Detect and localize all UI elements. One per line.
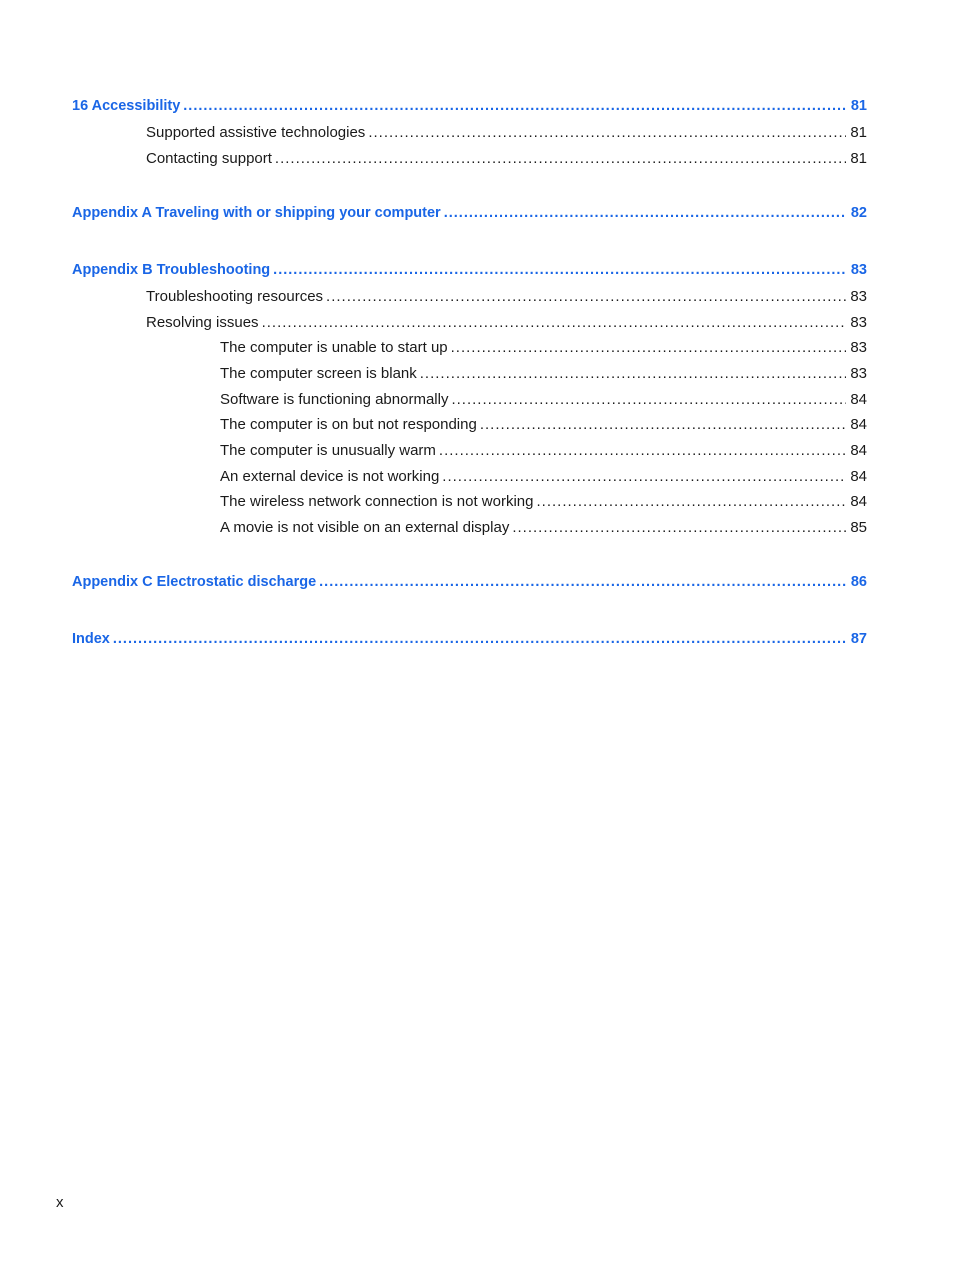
dot-leader xyxy=(451,338,847,358)
toc-entry-title: The computer is unable to start up xyxy=(220,339,448,356)
toc-entry-external-device[interactable] xyxy=(220,467,867,487)
dot-leader xyxy=(444,203,847,223)
toc-entry-screen-blank[interactable] xyxy=(220,364,867,384)
dot-leader xyxy=(439,441,846,461)
dot-leader xyxy=(319,572,847,592)
dot-leader xyxy=(273,260,847,280)
toc-entry-page: 81 xyxy=(850,98,867,114)
toc-entry-resolving-issues[interactable] xyxy=(146,313,867,333)
dot-leader xyxy=(183,96,847,116)
toc-entry-title: Appendix A Traveling with or shipping your computer xyxy=(72,205,441,221)
toc-entry-supported-assistive-technologies[interactable] xyxy=(146,123,867,143)
toc-entry-title: The computer screen is blank xyxy=(220,365,417,382)
toc-entry-title: A movie is not visible on an external display xyxy=(220,519,510,536)
toc-entry-page: 83 xyxy=(850,262,867,278)
toc-entry-title: Contacting support xyxy=(146,150,272,167)
toc-entry-page: 87 xyxy=(850,631,867,647)
toc-entry-page: 83 xyxy=(850,314,867,331)
toc-entry-movie-not-visible[interactable] xyxy=(220,518,867,538)
toc-entry-page: 84 xyxy=(850,493,867,510)
dot-leader xyxy=(275,149,846,169)
dot-leader xyxy=(420,364,847,384)
toc-entry-unusually-warm[interactable] xyxy=(220,441,867,461)
toc-entry-title: 16 Accessibility xyxy=(72,98,181,114)
toc-entry-appendix-c[interactable] xyxy=(72,572,867,592)
dot-leader xyxy=(442,467,846,487)
toc-entry-page: 84 xyxy=(850,416,867,433)
toc-entry-title: Supported assistive technologies xyxy=(146,124,366,141)
toc-entry-page: 84 xyxy=(850,468,867,485)
toc-entry-page: 84 xyxy=(850,391,867,408)
toc-entry-page: 82 xyxy=(850,205,867,221)
toc-entry-contacting-support[interactable] xyxy=(146,149,867,169)
toc-entry-title: Appendix B Troubleshooting xyxy=(72,262,271,278)
dot-leader xyxy=(536,492,846,512)
toc-entry-appendix-a[interactable] xyxy=(72,203,867,223)
dot-leader xyxy=(113,629,847,649)
toc-entry-page: 83 xyxy=(850,339,867,356)
toc-entry-page: 84 xyxy=(850,442,867,459)
dot-leader xyxy=(512,518,846,538)
dot-leader xyxy=(451,390,846,410)
toc-entry-title: The computer is unusually warm xyxy=(220,442,436,459)
toc-entry-page: 83 xyxy=(850,288,867,305)
toc-entry-index[interactable] xyxy=(72,629,867,649)
page-number: x xyxy=(56,1194,64,1211)
toc-entry-accessibility[interactable] xyxy=(72,96,867,116)
toc-entry-page: 85 xyxy=(850,519,867,536)
dot-leader xyxy=(262,313,847,333)
dot-leader xyxy=(326,287,846,307)
toc-entry-software-abnormal[interactable] xyxy=(220,390,867,410)
toc-entry-title: The wireless network connection is not working xyxy=(220,493,534,510)
toc-entry-appendix-b[interactable] xyxy=(72,260,867,280)
toc-entry-title: The computer is on but not responding xyxy=(220,416,477,433)
toc-entry-title: Appendix C Electrostatic discharge xyxy=(72,574,317,590)
toc-entry-title: An external device is not working xyxy=(220,468,440,485)
toc-entry-title: Resolving issues xyxy=(146,314,259,331)
toc-entry-wireless-network[interactable] xyxy=(220,492,867,512)
toc-entry-title: Troubleshooting resources xyxy=(146,288,324,305)
toc-entry-page: 83 xyxy=(850,365,867,382)
toc-entry-unable-to-start[interactable] xyxy=(220,338,867,358)
toc-entry-title: Index xyxy=(72,631,110,647)
toc-entry-page: 81 xyxy=(850,124,867,141)
toc-entry-not-responding[interactable] xyxy=(220,415,867,435)
toc-entry-troubleshooting-resources[interactable] xyxy=(146,287,867,307)
dot-leader xyxy=(480,415,846,435)
toc-entry-page: 81 xyxy=(850,150,867,167)
toc-entry-page: 86 xyxy=(850,574,867,590)
dot-leader xyxy=(368,123,846,143)
toc-entry-title: Software is functioning abnormally xyxy=(220,391,449,408)
